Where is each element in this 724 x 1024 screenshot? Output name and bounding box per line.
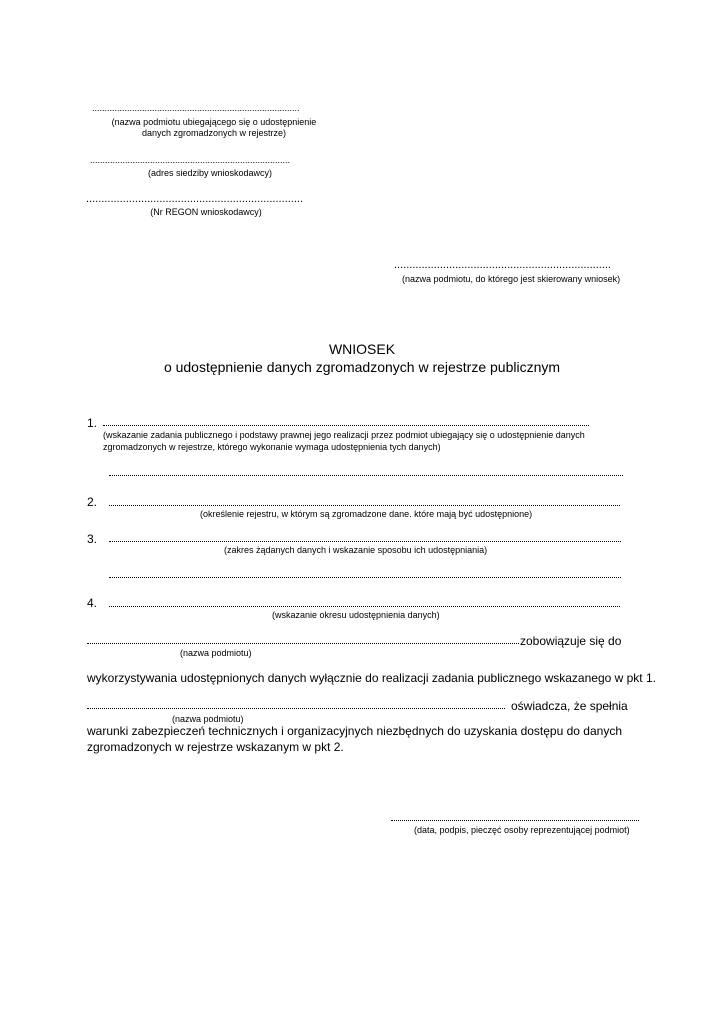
item-1-dotted-line-2	[109, 475, 623, 476]
declaration-2-text-end: oświadcza, że spełnia	[511, 699, 628, 713]
item-4-dotted-line	[109, 606, 620, 607]
address-caption: (adres siedziby wnioskodawcy)	[147, 168, 273, 178]
regon-dots: .......................................................................	[86, 193, 303, 205]
declaration-1-text-end: zobowiązuje się do	[520, 634, 622, 648]
applicant-name-caption-line1: (nazwa podmiotu ubiegającego się o udostępnienie	[111, 117, 317, 127]
declaration-2-caption: (nazwa podmiotu)	[172, 714, 244, 724]
item-3-dotted-line	[109, 541, 621, 542]
applicant-name-dots: ...................................................................................	[92, 103, 300, 113]
item-2-dotted-line	[109, 505, 620, 506]
document-title: WNIOSEK	[328, 341, 396, 357]
item-4-caption: (wskazanie okresu udostępnienia danych)	[272, 610, 440, 620]
signature-caption: (data, podpis, pieczęć osoby reprezentującej podmiot)	[414, 825, 630, 835]
item-3-number: 3.	[87, 532, 98, 546]
item-1-caption-line1: (wskazanie zadania publicznego i podstawy prawnej jego realizacji przez podmiot ubiegający się o udostępnienie danych	[103, 430, 585, 440]
document-subtitle: o udostępnienie danych zgromadzonych w rejestrze publicznym	[163, 359, 561, 375]
recipient-dots: .......................................................................	[394, 259, 611, 271]
declaration-1-line2: wykorzystywania udostępnionych danych wyłącznie do realizacji zadania publicznego wskazanego w pkt 1.	[87, 671, 656, 685]
item-2-number: 2.	[87, 495, 98, 509]
item-2-caption: (określenie rejestru, w którym są zgromadzone dane. które mają być udostępnione)	[200, 509, 533, 519]
declaration-2-line3: zgromadzonych w rejestrze wskazanym w pkt 2.	[87, 740, 344, 754]
declaration-2-dotted-line	[87, 708, 505, 709]
item-3-caption: (zakres żądanych danych i wskazanie sposobu ich udostępniania)	[224, 545, 488, 555]
item-3-dotted-line-2	[109, 577, 621, 578]
declaration-1-caption: (nazwa podmiotu)	[180, 648, 252, 658]
item-1-dotted-line	[103, 425, 589, 426]
item-1-caption-line2: zgromadzonych w rejestrze, którego wykonanie wymaga udostępnienia tych danych)	[103, 442, 441, 452]
address-dots: ................................................................................	[90, 155, 291, 165]
item-4-number: 4.	[87, 596, 98, 610]
regon-caption: (Nr REGON wnioskodawcy)	[150, 207, 262, 217]
item-1-number: 1.	[87, 416, 98, 430]
signature-dotted-line	[391, 820, 639, 821]
declaration-2-line2: warunki zabezpieczeń technicznych i organizacyjnych niezbędnych do uzyskania dostępu do danych	[87, 724, 622, 738]
applicant-name-caption-line2: danych zgromadzonych w rejestrze)	[141, 128, 287, 138]
recipient-caption: (nazwa podmiotu, do którego jest skierowany wniosek)	[402, 274, 621, 284]
declaration-1-dotted-line	[87, 643, 519, 644]
